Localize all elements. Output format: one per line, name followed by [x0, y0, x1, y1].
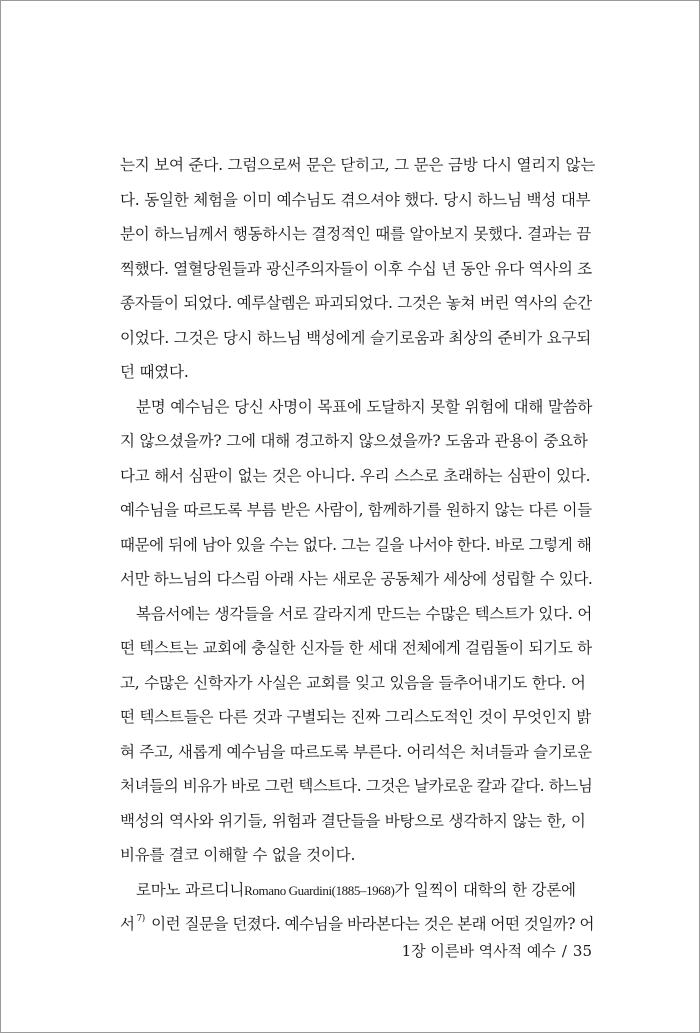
guardini-korean-name: 로마노 과르디니 [136, 880, 245, 899]
paragraph-first-line: 복음서에는 생각들을 서로 갈라지게 만드는 수많은 텍스트가 있다. 어 [136, 604, 593, 623]
text-line: 떤 텍스트들은 다른 것과 구별되는 진짜 그리스도적인 것이 무엇인지 밝 [120, 708, 591, 726]
footnote-marker: 7) [136, 914, 145, 924]
text-line: 때문에 뒤에 남아 있을 수는 없다. 그는 길을 나서야 한다. 바로 그렇게 해 [120, 535, 592, 554]
text-line: 떤 텍스트는 교회에 충실한 신자들 한 세대 전체에게 걸림돌이 되기도 하 [120, 639, 592, 657]
line-start: 서 [120, 915, 135, 933]
line-rest: 이런 질문을 던졌다. 예수님을 바라본다는 것은 본래 어떤 것일까? 어 [146, 915, 595, 933]
text-line: 분이 하느님께서 행동하시는 결정적인 때를 알아보지 못했다. 결과는 끔 [120, 225, 591, 243]
chapter-title: 1장 이른바 역사적 예수 [401, 942, 556, 960]
guardini-line-rest: 가 일찍이 대학의 한 강론에 [394, 880, 576, 899]
text-line: 이었다. 그것은 당시 하느님 백성에게 슬기로움과 최상의 준비가 요구되 [120, 328, 591, 347]
text-line: 비유를 결코 이해할 수 없을 것이다. [120, 846, 356, 864]
text-line: 지 않으셨을까? 그에 대해 경고하지 않으셨을까? 도움과 관용이 중요하 [120, 432, 588, 450]
text-line: 고, 수많은 신학자가 사실은 교회를 잊고 있음을 들추어내기도 한다. 어 [120, 673, 586, 692]
page-number: 35 [572, 942, 592, 960]
text-line: 처녀들의 비유가 바로 그런 텍스트다. 그것은 날카로운 칼과 같다. 하느님 [120, 777, 593, 795]
text-line: 예수님을 따르도록 부름 받은 사람이, 함께하기를 원하지 않는 다른 이들 [120, 501, 592, 519]
text-line [120, 907, 594, 942]
text-line: 백성의 역사와 위기들, 위험과 결단들을 바탕으로 생각하지 않는 한, 이 [120, 811, 586, 830]
text-line: 다고 해서 심판이 없는 것은 아니다. 우리 스스로 초래하는 심판이 있다. [120, 466, 591, 485]
text-line: 종자들이 되었다. 예루살렘은 파괴되었다. 그것은 놓쳐 버린 역사의 순간 [120, 294, 592, 312]
text-line: 서만 하느님의 다스림 아래 사는 새로운 공동체가 세상에 성립할 수 있다. [120, 570, 593, 588]
footer-separator: / [561, 942, 567, 960]
text-line: 는지 보여 준다. 그럼으로써 문은 닫히고, 그 문은 금방 다시 열리지 않는 [120, 156, 596, 174]
guardini-roman-name: Romano Guardini(1885–1968) [244, 882, 395, 898]
text-line: 혀 주고, 새롭게 예수님을 따르도록 부른다. 어리석은 처녀들과 슬기로운 [120, 742, 592, 761]
paragraph-first-line [120, 873, 594, 908]
text-line: 던 때였다. [120, 363, 189, 381]
text-line: 찍했다. 열혈당원들과 광신주의자들이 이후 수십 년 동안 유다 역사의 조 [120, 259, 592, 278]
body-text [120, 148, 594, 942]
page-footer [402, 940, 592, 961]
paragraph-first-line: 분명 예수님은 당신 사명이 목표에 도달하지 못할 위험에 대해 말씀하 [136, 397, 593, 416]
text-line: 다. 동일한 체험을 이미 예수님도 겪으셔야 했다. 당시 하느님 백성 대부 [120, 190, 591, 209]
